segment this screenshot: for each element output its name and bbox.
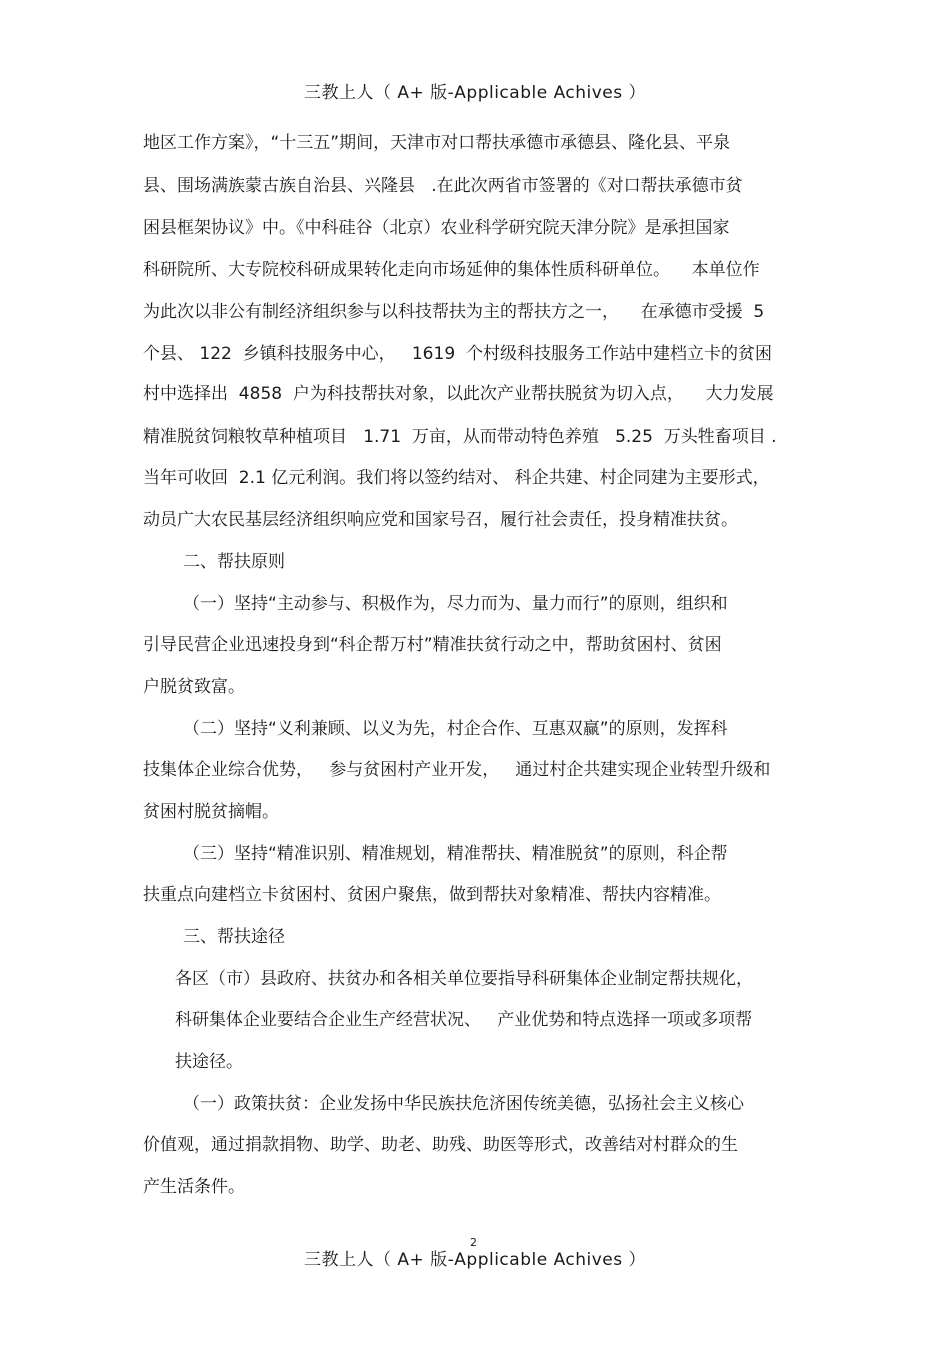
body-line: 科研院所、大专院校科研成果转化走向市场延伸的集体性质科研单位。 本单位作 bbox=[143, 260, 760, 280]
body-line: 精准脱贫饲粮牧草种植项目 1.71 万亩，从而带动特色养殖 5.25 万头牲畜项目 . bbox=[143, 427, 777, 447]
body-line: 户脱贫致富。 bbox=[143, 677, 245, 697]
body-line: 各区（市）县政府、扶贫办和各相关单位要指导科研集体企业制定帮扶规化， bbox=[175, 969, 753, 989]
body-line: 动员广大农民基层经济组织响应党和国家号召，履行社会责任，投身精准扶贫。 bbox=[143, 510, 738, 530]
body-line: （三）坚持“精准识别、精准规划，精准帮扶、精准脱贫”的原则，科企帮 bbox=[183, 844, 728, 864]
body-line: 价值观，通过捐款捐物、助学、助老、助残、助医等形式，改善结对村群众的生 bbox=[143, 1135, 738, 1155]
body-line: 扶重点向建档立卡贫困村、贫困户聚焦，做到帮扶对象精准、帮扶内容精准。 bbox=[143, 885, 721, 905]
body-line: 地区工作方案》，“十三五”期间，天津市对口帮扶承德市承德县、隆化县、平泉 bbox=[143, 133, 731, 153]
section-heading: 二、帮扶原则 bbox=[183, 552, 285, 572]
body-line: 个县、 122 乡镇科技服务中心， 1619 个村级科技服务工作站中建档立卡的贫困 bbox=[143, 344, 772, 364]
page-header: 三教上人（ A+ 版-Applicable Achives ） bbox=[303, 83, 647, 103]
body-line: 产生活条件。 bbox=[143, 1177, 245, 1197]
body-line: 县、围场满族蒙古族自治县、兴隆县 .在此次两省市签署的《对口帮扶承德市贫 bbox=[143, 176, 743, 196]
body-line: 当年可收回 2.1 亿元利润。我们将以签约结对、 科企共建、村企同建为主要形式， bbox=[143, 468, 770, 488]
body-line: 村中选择出 4858 户为科技帮扶对象，以此次产业帮扶脱贫为切入点， 大力发展 bbox=[143, 384, 774, 404]
section-heading: 三、帮扶途径 bbox=[183, 927, 285, 947]
body-line: 贫困村脱贫摘帽。 bbox=[143, 802, 279, 822]
body-line: （二）坚持“义利兼顾、以义为先，村企合作、互惠双赢”的原则，发挥科 bbox=[183, 719, 728, 739]
body-line: 科研集体企业要结合企业生产经营状况、 产业优势和特点选择一项或多项帮 bbox=[175, 1010, 753, 1030]
body-line: 引导民营企业迅速投身到“科企帮万村”精准扶贫行动之中，帮助贫困村、贫困 bbox=[143, 635, 722, 655]
page-footer: 三教上人（ A+ 版-Applicable Achives ） bbox=[303, 1250, 647, 1270]
body-line: 技集体企业综合优势， 参与贫困村产业开发， 通过村企共建实现企业转型升级和 bbox=[143, 760, 771, 780]
body-line: （一）政策扶贫：企业发扬中华民族扶危济困传统美德，弘扬社会主义核心 bbox=[183, 1094, 744, 1114]
body-line: （一）坚持“主动参与、积极作为，尽力而为、量力而行”的原则，组织和 bbox=[183, 594, 728, 614]
body-line: 困县框架协议》中。《中科硅谷（北京）农业科学研究院天津分院》是承担国家 bbox=[143, 218, 730, 238]
body-line: 扶途径。 bbox=[175, 1052, 243, 1072]
page-number: 2 bbox=[470, 1236, 477, 1249]
body-line: 为此次以非公有制经济组织参与以科技帮扶为主的帮扶方之一， 在承德市受援 5 bbox=[143, 302, 765, 322]
